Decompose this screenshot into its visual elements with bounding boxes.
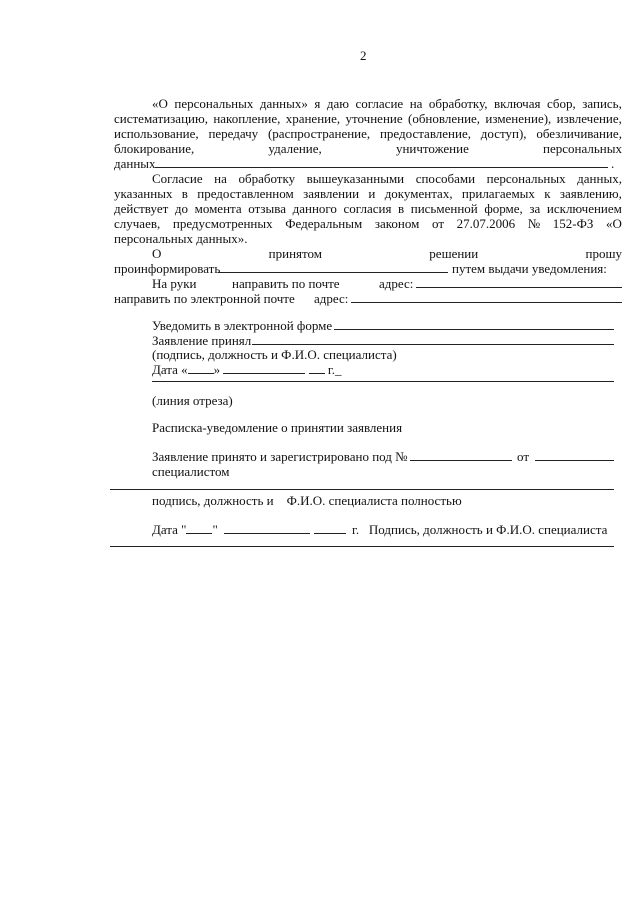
word: блокирование, [114,141,195,156]
decision-line-1 [152,246,622,261]
word: обработку [238,171,296,186]
receipt-month-field[interactable] [224,523,310,534]
word: уточнение [345,111,403,126]
word: в [398,201,405,216]
date-label: Дата « [152,362,188,377]
word: «О [606,216,622,231]
receipt-date-label: Дата " [152,522,187,537]
word: прошу [585,246,622,261]
word: письменной [410,201,478,216]
consent-line-2 [114,111,622,126]
word: я [314,96,321,111]
page-number: 2 [360,48,367,63]
word: (распространение, [267,126,371,141]
word: 27.07.2006 [456,216,516,231]
delivery-hand: На руки [152,276,197,291]
delivery-post: направить по почте [232,276,340,291]
consent-line-3 [114,126,622,141]
receipt-date-row [152,522,607,537]
date-year-field[interactable] [309,363,325,374]
validity-line-3 [114,201,622,216]
receipt-bottom-line [110,546,614,547]
consent-data-label: данных [114,156,156,171]
receipt-from: от [517,449,530,464]
word: персональных [486,171,566,186]
word: Федеральным [285,216,363,231]
word: законом [374,216,420,231]
word: указанных [114,186,173,201]
cut-line-label: (линия отреза) [152,393,233,408]
postal-address-field[interactable] [416,287,622,288]
validity-line-4 [114,216,622,231]
word: уничтожение [395,141,469,156]
word: к [544,186,551,201]
word: извлечение, [556,111,622,126]
word: документах, [384,186,453,201]
receipt-specialist: специалистом [152,464,230,479]
word: хранение, [285,111,341,126]
signature-full-hint: подпись, должность и Ф.И.О. специалиста полностью [152,493,462,508]
word: прилагаемых [461,186,535,201]
receipt-year-field[interactable] [314,523,346,534]
date-month-field[interactable] [223,363,305,374]
accepted-by-field[interactable] [252,344,614,345]
validity-line-2 [114,186,622,201]
validity-line-5: персональных данных». [114,231,248,246]
receipt-year: г. [352,522,360,537]
inform-method-field[interactable] [218,272,448,273]
word: решении [429,246,479,261]
word: включая [494,96,541,111]
word: (обновление, [407,111,481,126]
word: обезличивание, [536,126,622,141]
email-address-field[interactable] [351,302,622,303]
word: № [527,216,541,231]
word: на [409,96,423,111]
specialist-signature-field[interactable] [110,489,614,490]
consent-end: . [611,156,615,171]
registration-number-field[interactable] [410,460,512,461]
word: персональных [174,96,254,111]
word: накопление, [213,111,281,126]
word: изменение), [485,111,552,126]
word: персональных [543,141,622,156]
word: вышеуказанными [306,171,405,186]
word: передачу [208,126,259,141]
word: данного [292,201,337,216]
word: принятом [268,246,323,261]
acceptance-date-row [152,362,342,377]
word: исключением [546,201,622,216]
word: предоставленном [197,186,294,201]
word: заявлению, [559,186,622,201]
word: «О [152,96,168,111]
word: данных, [577,171,622,186]
word: согласие [355,96,404,111]
word: момента [194,201,242,216]
notify-electronic-label: Уведомить в электронной форме [152,318,333,333]
receipt-registered: Заявление принято и зарегистрировано под № [152,449,408,464]
date-day-field[interactable] [188,363,214,374]
word: заявлении [303,186,360,201]
word: Согласие [152,171,203,186]
consent-line-4 [114,141,622,156]
word: сбор, [546,96,576,111]
year-suffix: г._ [327,362,342,377]
word: согласия [343,201,392,216]
word: действует [114,201,169,216]
word: О [152,246,162,261]
word: данных» [259,96,308,111]
registration-date-field[interactable] [535,460,614,461]
word: до [174,201,188,216]
receipt-day-field[interactable] [186,523,212,534]
decision-inform: проинформировать [114,261,221,276]
word: отзыва [248,201,287,216]
word: даю [326,96,349,111]
accepted-by-label: Заявление принял [152,333,252,348]
word: удаление, [268,141,322,156]
receipt-title: Расписка-уведомление о принятии заявления [152,420,403,435]
word: от [431,216,444,231]
word: обработку, [428,96,488,111]
word: на [214,171,227,186]
word: систематизацию, [114,111,208,126]
notify-electronic-field[interactable] [334,329,614,330]
signature-hint: (подпись, должность и Ф.И.О. специалиста) [152,347,397,362]
word: способами [415,171,476,186]
word: предусмотренных [172,216,273,231]
word: доступ), [480,126,527,141]
word: предоставление, [379,126,471,141]
word: в [181,186,188,201]
validity-line-1 [152,171,622,186]
word: за [529,201,541,216]
delivery-email: направить по электронной почте [114,291,295,306]
word: случаев, [114,216,161,231]
word: форме, [484,201,523,216]
word: использование, [114,126,199,141]
personal-data-field[interactable] [155,167,608,168]
delivery-address-label: адрес: [379,276,414,291]
delivery-address2-label: адрес: [314,291,349,306]
word: запись, [582,96,622,111]
consent-line-1 [152,96,622,111]
word: и [368,186,376,201]
receipt-quote-close: " [212,522,218,537]
receipt-sign-label: Подпись, должность и Ф.И.О. специалиста [368,522,608,537]
acceptance-separator [152,381,614,382]
decision-issue: путем выдачи уведомления: [452,261,607,276]
word: 152-ФЗ [552,216,594,231]
date-close: » [213,362,221,377]
